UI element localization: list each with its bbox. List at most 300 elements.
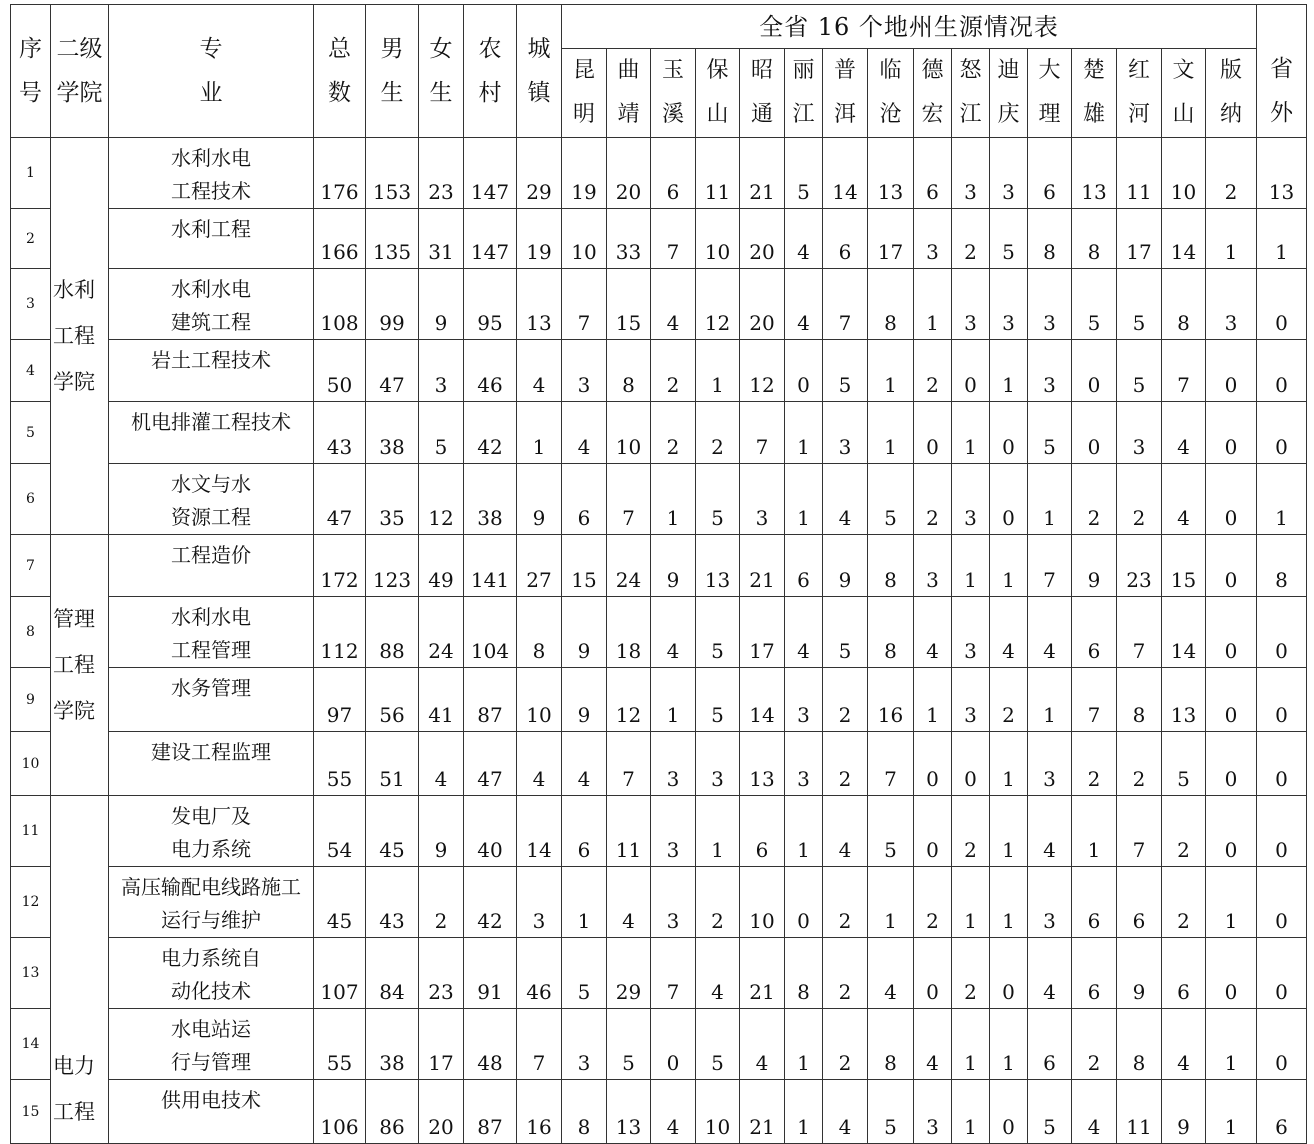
row-seq: 3: [11, 269, 51, 340]
female-cell: 24: [419, 597, 464, 668]
city-count-cell: 0: [914, 402, 952, 464]
male-cell: 153: [366, 138, 419, 209]
rural-cell: 104: [464, 597, 517, 668]
total-cell: 106: [314, 1080, 366, 1144]
city-count-cell: 6: [1072, 938, 1117, 1009]
city-count-cell: 1: [785, 796, 823, 867]
city-count-cell: 3: [914, 209, 952, 269]
city-count-cell: 2: [1162, 796, 1206, 867]
city-count-cell: 2: [1206, 138, 1257, 209]
outside-cell: 0: [1257, 867, 1307, 938]
city-count-cell: 0: [914, 796, 952, 867]
city-count-cell: 0: [1206, 668, 1257, 732]
city-count-cell: 4: [1162, 402, 1206, 464]
city-count-cell: 21: [740, 1080, 785, 1144]
city-count-cell: 7: [607, 732, 651, 796]
city-count-cell: 7: [1117, 796, 1162, 867]
table-row: [11, 732, 1307, 796]
city-count-cell: 6: [1162, 938, 1206, 1009]
city-count-cell: 1: [990, 1009, 1028, 1080]
major-name: 水利水电 工程技术: [109, 138, 314, 209]
city-count-cell: 2: [1162, 867, 1206, 938]
city-count-cell: 13: [740, 732, 785, 796]
city-count-cell: 4: [562, 732, 607, 796]
rural-cell: 87: [464, 1080, 517, 1144]
total-cell: 43: [314, 402, 366, 464]
male-cell: 43: [366, 867, 419, 938]
city-count-cell: 7: [1028, 535, 1072, 597]
city-count-cell: 0: [1206, 535, 1257, 597]
header-city: 保 山: [696, 49, 740, 138]
female-cell: 49: [419, 535, 464, 597]
table-row: [11, 535, 1307, 597]
urban-cell: 3: [517, 867, 562, 938]
city-count-cell: 15: [607, 269, 651, 340]
city-count-cell: 6: [1028, 1009, 1072, 1080]
city-count-cell: 10: [1162, 138, 1206, 209]
row-seq: 8: [11, 597, 51, 668]
city-count-cell: 4: [1028, 796, 1072, 867]
city-count-cell: 0: [1206, 732, 1257, 796]
male-cell: 99: [366, 269, 419, 340]
city-count-cell: 5: [868, 796, 914, 867]
city-count-cell: 4: [651, 597, 696, 668]
header-city: 迪 庆: [990, 49, 1028, 138]
city-count-cell: 2: [1072, 732, 1117, 796]
header-city: 昆 明: [562, 49, 607, 138]
city-count-cell: 2: [1072, 464, 1117, 535]
male-cell: 35: [366, 464, 419, 535]
city-count-cell: 2: [823, 732, 868, 796]
city-count-cell: 11: [607, 796, 651, 867]
rural-cell: 48: [464, 1009, 517, 1080]
city-count-cell: 2: [952, 938, 990, 1009]
city-count-cell: 3: [952, 464, 990, 535]
city-count-cell: 17: [740, 597, 785, 668]
city-count-cell: 6: [651, 138, 696, 209]
table-row: [11, 668, 1307, 732]
table-row: [11, 209, 1307, 269]
city-count-cell: 1: [1206, 867, 1257, 938]
city-count-cell: 7: [1162, 340, 1206, 402]
college-name: 电力 工程: [51, 796, 109, 1144]
city-count-cell: 10: [607, 402, 651, 464]
city-count-cell: 7: [607, 464, 651, 535]
outside-cell: 0: [1257, 597, 1307, 668]
header-city: 玉 溪: [651, 49, 696, 138]
city-count-cell: 3: [651, 796, 696, 867]
city-count-cell: 4: [823, 1080, 868, 1144]
city-count-cell: 4: [1162, 1009, 1206, 1080]
header-city: 大 理: [1028, 49, 1072, 138]
header-city: 德 宏: [914, 49, 952, 138]
row-seq: 10: [11, 732, 51, 796]
rural-cell: 147: [464, 138, 517, 209]
rural-cell: 91: [464, 938, 517, 1009]
male-cell: 45: [366, 796, 419, 867]
city-count-cell: 1: [1206, 209, 1257, 269]
total-cell: 166: [314, 209, 366, 269]
major-name: 水利水电 建筑工程: [109, 269, 314, 340]
city-count-cell: 1: [1028, 464, 1072, 535]
city-count-cell: 5: [1072, 269, 1117, 340]
rural-cell: 40: [464, 796, 517, 867]
city-count-cell: 8: [607, 340, 651, 402]
table-row: [11, 796, 1307, 867]
male-cell: 38: [366, 1009, 419, 1080]
college-name: 管理 工程 学院: [51, 535, 109, 796]
header-city: 怒 江: [952, 49, 990, 138]
city-count-cell: 1: [562, 867, 607, 938]
city-count-cell: 21: [740, 938, 785, 1009]
header-male: 男 生: [366, 5, 419, 138]
rural-cell: 46: [464, 340, 517, 402]
city-count-cell: 10: [562, 209, 607, 269]
city-count-cell: 1: [785, 402, 823, 464]
city-count-cell: 3: [914, 535, 952, 597]
city-count-cell: 1: [914, 668, 952, 732]
city-count-cell: 9: [562, 597, 607, 668]
rural-cell: 87: [464, 668, 517, 732]
female-cell: 3: [419, 340, 464, 402]
city-count-cell: 6: [823, 209, 868, 269]
city-count-cell: 1: [868, 340, 914, 402]
city-count-cell: 14: [1162, 597, 1206, 668]
city-count-cell: 5: [696, 597, 740, 668]
city-count-cell: 5: [823, 597, 868, 668]
city-count-cell: 0: [651, 1009, 696, 1080]
city-count-cell: 9: [823, 535, 868, 597]
rural-cell: 47: [464, 732, 517, 796]
city-count-cell: 5: [823, 340, 868, 402]
table-row: [11, 1080, 1307, 1144]
city-count-cell: 2: [990, 668, 1028, 732]
city-count-cell: 7: [562, 269, 607, 340]
city-count-cell: 5: [696, 1009, 740, 1080]
city-count-cell: 0: [1072, 402, 1117, 464]
city-count-cell: 2: [823, 867, 868, 938]
outside-cell: 6: [1257, 1080, 1307, 1144]
outside-cell: 0: [1257, 668, 1307, 732]
city-count-cell: 14: [823, 138, 868, 209]
major-name: 水电站运 行与管理: [109, 1009, 314, 1080]
city-count-cell: 12: [740, 340, 785, 402]
city-count-cell: 14: [1162, 209, 1206, 269]
city-count-cell: 4: [1028, 938, 1072, 1009]
outside-cell: 8: [1257, 535, 1307, 597]
male-cell: 135: [366, 209, 419, 269]
male-cell: 88: [366, 597, 419, 668]
city-count-cell: 7: [1072, 668, 1117, 732]
city-count-cell: 0: [952, 732, 990, 796]
city-count-cell: 17: [1117, 209, 1162, 269]
urban-cell: 10: [517, 668, 562, 732]
table-row: [11, 938, 1307, 1009]
female-cell: 20: [419, 1080, 464, 1144]
city-count-cell: 1: [1072, 796, 1117, 867]
city-count-cell: 13: [868, 138, 914, 209]
urban-cell: 4: [517, 732, 562, 796]
city-count-cell: 13: [696, 535, 740, 597]
row-seq: 6: [11, 464, 51, 535]
city-count-cell: 1: [952, 402, 990, 464]
row-seq: 2: [11, 209, 51, 269]
city-count-cell: 1: [696, 340, 740, 402]
city-count-cell: 6: [1072, 597, 1117, 668]
city-count-cell: 1: [651, 464, 696, 535]
city-count-cell: 8: [868, 1009, 914, 1080]
total-cell: 54: [314, 796, 366, 867]
rural-cell: 95: [464, 269, 517, 340]
male-cell: 38: [366, 402, 419, 464]
city-count-cell: 4: [696, 938, 740, 1009]
city-count-cell: 7: [651, 209, 696, 269]
city-count-cell: 0: [990, 1080, 1028, 1144]
city-count-cell: 2: [1072, 1009, 1117, 1080]
rural-cell: 141: [464, 535, 517, 597]
city-count-cell: 3: [696, 732, 740, 796]
outside-cell: 0: [1257, 402, 1307, 464]
city-count-cell: 3: [1028, 269, 1072, 340]
city-count-cell: 4: [607, 867, 651, 938]
city-count-cell: 8: [1072, 209, 1117, 269]
city-count-cell: 15: [1162, 535, 1206, 597]
table-row: [11, 340, 1307, 402]
city-count-cell: 8: [785, 938, 823, 1009]
major-name: 供用电技术: [109, 1080, 314, 1144]
header-urban: 城 镇: [517, 5, 562, 138]
rural-cell: 42: [464, 402, 517, 464]
city-count-cell: 1: [990, 535, 1028, 597]
city-count-cell: 6: [740, 796, 785, 867]
city-count-cell: 0: [1206, 464, 1257, 535]
city-count-cell: 4: [785, 209, 823, 269]
city-count-cell: 3: [1206, 269, 1257, 340]
city-count-cell: 1: [990, 867, 1028, 938]
outside-cell: 0: [1257, 269, 1307, 340]
row-seq: 9: [11, 668, 51, 732]
outside-cell: 1: [1257, 464, 1307, 535]
city-count-cell: 1: [1028, 668, 1072, 732]
city-count-cell: 24: [607, 535, 651, 597]
rural-cell: 147: [464, 209, 517, 269]
row-seq: 12: [11, 867, 51, 938]
female-cell: 41: [419, 668, 464, 732]
row-seq: 7: [11, 535, 51, 597]
city-count-cell: 2: [823, 938, 868, 1009]
major-name: 建设工程监理: [109, 732, 314, 796]
female-cell: 9: [419, 796, 464, 867]
city-count-cell: 8: [1117, 668, 1162, 732]
total-cell: 172: [314, 535, 366, 597]
city-count-cell: 2: [1117, 732, 1162, 796]
row-seq: 15: [11, 1080, 51, 1144]
city-count-cell: 6: [562, 464, 607, 535]
city-count-cell: 3: [1028, 340, 1072, 402]
city-count-cell: 4: [740, 1009, 785, 1080]
row-seq: 11: [11, 796, 51, 867]
female-cell: 23: [419, 138, 464, 209]
city-count-cell: 1: [868, 867, 914, 938]
city-count-cell: 13: [607, 1080, 651, 1144]
header-major: 专 业: [109, 5, 314, 138]
total-cell: 176: [314, 138, 366, 209]
urban-cell: 46: [517, 938, 562, 1009]
city-count-cell: 1: [696, 796, 740, 867]
city-count-cell: 16: [868, 668, 914, 732]
city-count-cell: 7: [1117, 597, 1162, 668]
header-city: 曲 靖: [607, 49, 651, 138]
city-count-cell: 0: [785, 340, 823, 402]
major-name: 电力系统自 动化技术: [109, 938, 314, 1009]
city-count-cell: 7: [740, 402, 785, 464]
urban-cell: 29: [517, 138, 562, 209]
city-count-cell: 2: [651, 402, 696, 464]
city-count-cell: 1: [990, 732, 1028, 796]
city-count-cell: 3: [1117, 402, 1162, 464]
urban-cell: 16: [517, 1080, 562, 1144]
female-cell: 2: [419, 867, 464, 938]
urban-cell: 19: [517, 209, 562, 269]
row-seq: 14: [11, 1009, 51, 1080]
female-cell: 9: [419, 269, 464, 340]
city-count-cell: 2: [696, 402, 740, 464]
city-count-cell: 1: [952, 867, 990, 938]
city-count-cell: 0: [952, 340, 990, 402]
urban-cell: 14: [517, 796, 562, 867]
city-count-cell: 6: [562, 796, 607, 867]
city-count-cell: 5: [785, 138, 823, 209]
city-count-cell: 4: [562, 402, 607, 464]
enrollment-table: [10, 4, 1307, 1144]
city-count-cell: 3: [990, 269, 1028, 340]
city-count-cell: 13: [1162, 668, 1206, 732]
city-count-cell: 11: [696, 138, 740, 209]
city-count-cell: 6: [1028, 138, 1072, 209]
urban-cell: 4: [517, 340, 562, 402]
city-count-cell: 2: [914, 464, 952, 535]
city-count-cell: 2: [952, 209, 990, 269]
city-count-cell: 0: [785, 867, 823, 938]
city-count-cell: 0: [914, 732, 952, 796]
header-total: 总 数: [314, 5, 366, 138]
city-count-cell: 2: [952, 796, 990, 867]
major-name: 水利水电 工程管理: [109, 597, 314, 668]
city-count-cell: 0: [1206, 938, 1257, 1009]
city-count-cell: 1: [868, 402, 914, 464]
city-count-cell: 3: [1028, 732, 1072, 796]
city-count-cell: 9: [651, 535, 696, 597]
city-count-cell: 3: [914, 1080, 952, 1144]
city-count-cell: 1: [785, 464, 823, 535]
total-cell: 108: [314, 269, 366, 340]
row-seq: 13: [11, 938, 51, 1009]
table-row: [11, 138, 1307, 209]
city-count-cell: 1: [990, 796, 1028, 867]
city-count-cell: 8: [1028, 209, 1072, 269]
city-count-cell: 2: [651, 340, 696, 402]
city-count-cell: 2: [696, 867, 740, 938]
city-count-cell: 7: [868, 732, 914, 796]
city-count-cell: 20: [607, 138, 651, 209]
city-count-cell: 4: [914, 1009, 952, 1080]
city-count-cell: 1: [952, 1009, 990, 1080]
outside-cell: 0: [1257, 340, 1307, 402]
city-count-cell: 5: [562, 938, 607, 1009]
city-count-cell: 20: [740, 209, 785, 269]
urban-cell: 13: [517, 269, 562, 340]
header-city: 临 沧: [868, 49, 914, 138]
female-cell: 31: [419, 209, 464, 269]
total-cell: 107: [314, 938, 366, 1009]
male-cell: 123: [366, 535, 419, 597]
urban-cell: 9: [517, 464, 562, 535]
city-count-cell: 2: [914, 867, 952, 938]
city-count-cell: 0: [990, 402, 1028, 464]
total-cell: 47: [314, 464, 366, 535]
city-count-cell: 11: [1117, 138, 1162, 209]
city-count-cell: 21: [740, 535, 785, 597]
header-city: 普 洱: [823, 49, 868, 138]
city-count-cell: 3: [562, 340, 607, 402]
city-count-cell: 0: [1206, 796, 1257, 867]
header-female: 女 生: [419, 5, 464, 138]
urban-cell: 27: [517, 535, 562, 597]
city-count-cell: 20: [740, 269, 785, 340]
city-count-cell: 1: [990, 340, 1028, 402]
city-count-cell: 4: [1072, 1080, 1117, 1144]
city-count-cell: 5: [1117, 340, 1162, 402]
city-count-cell: 2: [823, 668, 868, 732]
city-count-cell: 1: [1206, 1009, 1257, 1080]
outside-cell: 0: [1257, 732, 1307, 796]
outside-cell: 0: [1257, 796, 1307, 867]
city-count-cell: 3: [952, 269, 990, 340]
city-count-cell: 4: [868, 938, 914, 1009]
city-count-cell: 10: [696, 1080, 740, 1144]
city-count-cell: 33: [607, 209, 651, 269]
city-count-cell: 5: [990, 209, 1028, 269]
total-cell: 55: [314, 732, 366, 796]
female-cell: 5: [419, 402, 464, 464]
city-count-cell: 3: [952, 138, 990, 209]
city-count-cell: 3: [740, 464, 785, 535]
city-count-cell: 1: [1206, 1080, 1257, 1144]
urban-cell: 1: [517, 402, 562, 464]
city-count-cell: 4: [785, 269, 823, 340]
city-count-cell: 9: [1072, 535, 1117, 597]
header-city: 版 纳: [1206, 49, 1257, 138]
city-count-cell: 0: [1206, 340, 1257, 402]
city-count-cell: 5: [1162, 732, 1206, 796]
college-name: 水利 工程 学院: [51, 138, 109, 535]
city-count-cell: 3: [651, 732, 696, 796]
city-count-cell: 5: [1028, 1080, 1072, 1144]
city-count-cell: 0: [1206, 402, 1257, 464]
outside-cell: 0: [1257, 938, 1307, 1009]
city-count-cell: 4: [651, 1080, 696, 1144]
city-count-cell: 5: [868, 464, 914, 535]
city-count-cell: 2: [823, 1009, 868, 1080]
city-count-cell: 0: [1206, 597, 1257, 668]
header-city: 昭 通: [740, 49, 785, 138]
city-count-cell: 4: [651, 269, 696, 340]
city-count-cell: 1: [914, 269, 952, 340]
header-row: [11, 5, 1307, 49]
city-count-cell: 15: [562, 535, 607, 597]
city-count-cell: 0: [1072, 340, 1117, 402]
city-count-cell: 11: [1117, 1080, 1162, 1144]
